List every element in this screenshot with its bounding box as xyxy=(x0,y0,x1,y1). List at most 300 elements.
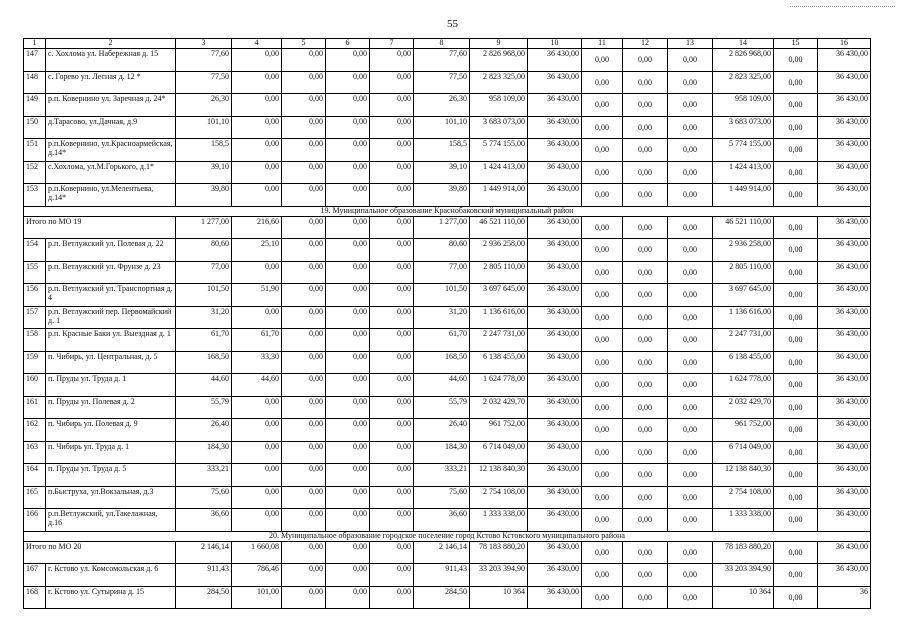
amount-cell: 3 697 645,00 xyxy=(470,284,528,307)
value-cell: 0,00 xyxy=(326,509,370,532)
address-cell: д.Тарасово, ул.Дачная, д.9 xyxy=(46,116,176,139)
value-cell: 0,00 xyxy=(623,374,668,397)
value-cell: 0,00 xyxy=(326,139,370,162)
value-cell: 0,00 xyxy=(774,441,818,464)
value-cell: 0,00 xyxy=(582,239,623,262)
value-cell: 0,00 xyxy=(774,586,818,609)
value-cell: 36 430,00 xyxy=(528,49,582,72)
value-cell: 0,00 xyxy=(774,306,818,329)
value-cell: 0,00 xyxy=(668,239,713,262)
value-cell: 0,00 xyxy=(282,161,326,184)
column-number-8: 8 xyxy=(414,39,470,49)
amount-cell: 961 752,00 xyxy=(470,419,528,442)
rate-cell: 36 430,00 xyxy=(818,351,871,374)
value-cell: 0,00 xyxy=(774,184,818,207)
value-cell: 1 277,00 xyxy=(176,216,232,239)
value-cell: 0,00 xyxy=(370,139,414,162)
value-cell: 0,00 xyxy=(668,94,713,117)
table-row xyxy=(24,464,871,487)
value-cell: 0,00 xyxy=(326,184,370,207)
value-cell: 0,00 xyxy=(582,541,623,564)
value-cell: 0,00 xyxy=(282,441,326,464)
amount-cell: 1 424 413,00 xyxy=(713,161,774,184)
value-cell: 0,00 xyxy=(326,419,370,442)
value-cell: 0,00 xyxy=(282,49,326,72)
amount-cell: 3 697 645,00 xyxy=(713,284,774,307)
value-cell: 0,00 xyxy=(668,261,713,284)
value-cell: 77,60 xyxy=(176,49,232,72)
column-number-9: 9 xyxy=(470,39,528,49)
value-cell: 61,70 xyxy=(414,329,470,352)
value-cell: 0,00 xyxy=(282,239,326,262)
amount-cell: 2 754 108,00 xyxy=(713,486,774,509)
address-cell: п. Пруды ул. Полевая д. 2 xyxy=(46,396,176,419)
row-number-cell: 161 xyxy=(24,396,46,419)
value-cell: 31,20 xyxy=(176,306,232,329)
value-cell: 0,00 xyxy=(232,306,282,329)
value-cell: 0,00 xyxy=(774,139,818,162)
value-cell: 0,00 xyxy=(370,396,414,419)
address-cell: р.п.Ветлужский, ул.Такелажная, д.16 xyxy=(46,509,176,532)
value-cell: 0,00 xyxy=(232,486,282,509)
address-cell: р.п. Ковернино ул. Заречная д. 24* xyxy=(46,94,176,117)
value-cell: 0,00 xyxy=(232,464,282,487)
address-cell: п. Чибирь ул. Полевая д. 9 xyxy=(46,419,176,442)
value-cell: 0,00 xyxy=(282,564,326,587)
rate-cell: 36 430,00 xyxy=(818,509,871,532)
address-cell: с.Хохлома, ул.М.Горького, д.1* xyxy=(46,161,176,184)
rate-cell: 36 430,00 xyxy=(818,116,871,139)
value-cell: 0,00 xyxy=(370,464,414,487)
scan-corner-mark xyxy=(790,6,895,7)
value-cell: 0,00 xyxy=(282,351,326,374)
value-cell: 0,00 xyxy=(774,564,818,587)
table-row xyxy=(24,329,871,352)
value-cell: 101,50 xyxy=(176,284,232,307)
value-cell: 0,00 xyxy=(282,509,326,532)
value-cell: 0,00 xyxy=(232,396,282,419)
value-cell: 0,00 xyxy=(774,71,818,94)
value-cell: 0,00 xyxy=(623,396,668,419)
address-cell: р.п. Красные Баки ул. Выездная д. 1 xyxy=(46,329,176,352)
rate-cell: 36 430,00 xyxy=(818,216,871,239)
value-cell: 0,00 xyxy=(623,184,668,207)
rate-cell: 36 430,00 xyxy=(818,239,871,262)
value-cell: 0,00 xyxy=(370,329,414,352)
value-cell: 0,00 xyxy=(326,564,370,587)
value-cell: 0,00 xyxy=(232,139,282,162)
value-cell: 911,43 xyxy=(176,564,232,587)
column-number-13: 13 xyxy=(668,39,713,49)
value-cell: 26,30 xyxy=(414,94,470,117)
value-cell: 55,79 xyxy=(414,396,470,419)
value-cell: 0,00 xyxy=(582,374,623,397)
value-cell: 77,00 xyxy=(414,261,470,284)
amount-cell: 5 774 155,00 xyxy=(713,139,774,162)
value-cell: 0,00 xyxy=(370,239,414,262)
value-cell: 0,00 xyxy=(623,419,668,442)
value-cell: 0,00 xyxy=(668,116,713,139)
value-cell: 36 430,00 xyxy=(528,351,582,374)
value-cell: 0,00 xyxy=(668,586,713,609)
row-number-cell: 148 xyxy=(24,71,46,94)
address-cell: г. Кстово ул. Сутырина д. 15 xyxy=(46,586,176,609)
value-cell: 0,00 xyxy=(774,509,818,532)
value-cell: 101,10 xyxy=(176,116,232,139)
amount-cell: 958 109,00 xyxy=(713,94,774,117)
table-row xyxy=(24,161,871,184)
value-cell: 39,10 xyxy=(414,161,470,184)
value-cell: 36 430,00 xyxy=(528,374,582,397)
value-cell: 0,00 xyxy=(582,49,623,72)
amount-cell: 2 032 429,70 xyxy=(470,396,528,419)
value-cell: 0,00 xyxy=(582,586,623,609)
column-number-4: 4 xyxy=(232,39,282,49)
value-cell: 0,00 xyxy=(282,94,326,117)
value-cell: 0,00 xyxy=(623,284,668,307)
amount-cell: 1 449 914,00 xyxy=(713,184,774,207)
amount-cell: 2 826 968,00 xyxy=(713,49,774,72)
value-cell: 36 430,00 xyxy=(528,564,582,587)
table-row xyxy=(24,374,871,397)
table-row xyxy=(24,441,871,464)
amount-cell: 961 752,00 xyxy=(713,419,774,442)
table-row xyxy=(24,94,871,117)
value-cell: 0,00 xyxy=(774,161,818,184)
value-cell: 39,10 xyxy=(176,161,232,184)
value-cell: 0,00 xyxy=(623,94,668,117)
value-cell: 0,00 xyxy=(232,261,282,284)
value-cell: 0,00 xyxy=(282,284,326,307)
total-row xyxy=(24,541,871,564)
value-cell: 0,00 xyxy=(370,419,414,442)
value-cell: 0,00 xyxy=(582,71,623,94)
value-cell: 0,00 xyxy=(668,329,713,352)
value-cell: 0,00 xyxy=(582,261,623,284)
amount-cell: 6 714 049,00 xyxy=(713,441,774,464)
value-cell: 158,5 xyxy=(176,139,232,162)
amount-cell: 46 521 110,00 xyxy=(713,216,774,239)
rate-cell: 36 430,00 xyxy=(818,306,871,329)
value-cell: 0,00 xyxy=(668,509,713,532)
value-cell: 0,00 xyxy=(370,161,414,184)
value-cell: 0,00 xyxy=(326,216,370,239)
value-cell: 0,00 xyxy=(232,116,282,139)
row-number-cell: 165 xyxy=(24,486,46,509)
value-cell: 0,00 xyxy=(582,329,623,352)
value-cell: 0,00 xyxy=(232,161,282,184)
section-heading-row xyxy=(24,531,871,541)
value-cell: 0,00 xyxy=(582,419,623,442)
address-cell: п. Чибирь, ул. Центральная, д. 5 xyxy=(46,351,176,374)
total-label-cell: Итого по МО 20 xyxy=(24,541,176,564)
value-cell: 0,00 xyxy=(774,116,818,139)
value-cell: 911,43 xyxy=(414,564,470,587)
data-table xyxy=(23,38,871,609)
row-number-cell: 160 xyxy=(24,374,46,397)
value-cell: 0,00 xyxy=(282,541,326,564)
table-row xyxy=(24,306,871,329)
value-cell: 0,00 xyxy=(668,139,713,162)
rate-cell: 36 430,00 xyxy=(818,329,871,352)
value-cell: 0,00 xyxy=(326,284,370,307)
rate-cell: 36 430,00 xyxy=(818,71,871,94)
address-cell: р.п.Ковернино, ул.Красноармейская, д.14* xyxy=(46,139,176,162)
value-cell: 36 430,00 xyxy=(528,116,582,139)
address-cell: р.п. Ветлужский ул. Транспортная д. 4 xyxy=(46,284,176,307)
value-cell: 0,00 xyxy=(623,329,668,352)
value-cell: 36 430,00 xyxy=(528,586,582,609)
value-cell: 0,00 xyxy=(370,71,414,94)
value-cell: 0,00 xyxy=(232,509,282,532)
value-cell: 0,00 xyxy=(774,239,818,262)
table-row xyxy=(24,49,871,72)
table-row xyxy=(24,509,871,532)
value-cell: 0,00 xyxy=(623,116,668,139)
value-cell: 0,00 xyxy=(282,216,326,239)
value-cell: 0,00 xyxy=(623,464,668,487)
value-cell: 0,00 xyxy=(668,161,713,184)
address-cell: с. Горево ул. Лесная д. 12 * xyxy=(46,71,176,94)
table-row xyxy=(24,486,871,509)
value-cell: 0,00 xyxy=(326,374,370,397)
amount-cell: 1 424 413,00 xyxy=(470,161,528,184)
value-cell: 36,60 xyxy=(176,509,232,532)
amount-cell: 2 826 968,00 xyxy=(470,49,528,72)
value-cell: 25,10 xyxy=(232,239,282,262)
value-cell: 0,00 xyxy=(326,161,370,184)
value-cell: 0,00 xyxy=(582,94,623,117)
value-cell: 0,00 xyxy=(370,216,414,239)
row-number-cell: 157 xyxy=(24,306,46,329)
row-number-cell: 147 xyxy=(24,49,46,72)
value-cell: 1 277,00 xyxy=(414,216,470,239)
table-row xyxy=(24,71,871,94)
address-cell: р.п. Ветлужский ул. Фрунзе д. 23 xyxy=(46,261,176,284)
value-cell: 0,00 xyxy=(623,239,668,262)
value-cell: 0,00 xyxy=(370,586,414,609)
value-cell: 36 430,00 xyxy=(528,71,582,94)
value-cell: 0,00 xyxy=(623,161,668,184)
value-cell: 0,00 xyxy=(668,541,713,564)
value-cell: 0,00 xyxy=(326,116,370,139)
value-cell: 0,00 xyxy=(282,116,326,139)
rate-cell: 36 430,00 xyxy=(818,464,871,487)
value-cell: 0,00 xyxy=(774,49,818,72)
value-cell: 0,00 xyxy=(668,464,713,487)
amount-cell: 1 136 616,00 xyxy=(713,306,774,329)
row-number-cell: 152 xyxy=(24,161,46,184)
row-number-cell: 153 xyxy=(24,184,46,207)
value-cell: 101,50 xyxy=(414,284,470,307)
row-number-cell: 150 xyxy=(24,116,46,139)
amount-cell: 2 823 325,00 xyxy=(713,71,774,94)
row-number-cell: 155 xyxy=(24,261,46,284)
table-row xyxy=(24,419,871,442)
amount-cell: 6 138 455,00 xyxy=(713,351,774,374)
value-cell: 36 430,00 xyxy=(528,306,582,329)
value-cell: 0,00 xyxy=(282,184,326,207)
value-cell: 0,00 xyxy=(623,261,668,284)
value-cell: 36 430,00 xyxy=(528,161,582,184)
column-number-header xyxy=(24,39,871,49)
value-cell: 0,00 xyxy=(774,486,818,509)
amount-cell: 1 624 778,00 xyxy=(470,374,528,397)
value-cell: 0,00 xyxy=(668,184,713,207)
value-cell: 2 146,14 xyxy=(176,541,232,564)
section-heading: 20. Муниципальное образование городское поселение город Кстово Кстовского муниципального района xyxy=(24,531,871,541)
value-cell: 0,00 xyxy=(326,261,370,284)
rate-cell: 36 430,00 xyxy=(818,486,871,509)
value-cell: 39,80 xyxy=(414,184,470,207)
section-heading-row xyxy=(24,206,871,216)
value-cell: 0,00 xyxy=(774,541,818,564)
value-cell: 158,5 xyxy=(414,139,470,162)
value-cell: 0,00 xyxy=(282,586,326,609)
value-cell: 0,00 xyxy=(370,284,414,307)
amount-cell: 1 624 778,00 xyxy=(713,374,774,397)
value-cell: 0,00 xyxy=(668,396,713,419)
rate-cell: 36 430,00 xyxy=(818,161,871,184)
row-number-cell: 166 xyxy=(24,509,46,532)
value-cell: 44,60 xyxy=(232,374,282,397)
value-cell: 0,00 xyxy=(326,94,370,117)
value-cell: 61,70 xyxy=(232,329,282,352)
amount-cell: 2 247 731,00 xyxy=(713,329,774,352)
rate-cell: 36 430,00 xyxy=(818,396,871,419)
rate-cell: 36 xyxy=(818,586,871,609)
value-cell: 0,00 xyxy=(326,239,370,262)
amount-cell: 2 805 110,00 xyxy=(713,261,774,284)
column-number-16: 16 xyxy=(818,39,871,49)
value-cell: 0,00 xyxy=(623,441,668,464)
value-cell: 284,50 xyxy=(414,586,470,609)
value-cell: 0,00 xyxy=(582,564,623,587)
value-cell: 0,00 xyxy=(774,351,818,374)
total-row xyxy=(24,216,871,239)
value-cell: 36 430,00 xyxy=(528,239,582,262)
value-cell: 0,00 xyxy=(582,139,623,162)
value-cell: 0,00 xyxy=(623,586,668,609)
amount-cell: 78 183 880,20 xyxy=(713,541,774,564)
page-number: 55 xyxy=(447,18,458,30)
table-row xyxy=(24,396,871,419)
amount-cell: 3 683 073,00 xyxy=(713,116,774,139)
value-cell: 101,10 xyxy=(414,116,470,139)
value-cell: 0,00 xyxy=(668,284,713,307)
value-cell: 0,00 xyxy=(282,329,326,352)
value-cell: 0,00 xyxy=(623,139,668,162)
value-cell: 26,30 xyxy=(176,94,232,117)
table-row xyxy=(24,116,871,139)
value-cell: 0,00 xyxy=(232,419,282,442)
table-row xyxy=(24,239,871,262)
value-cell: 0,00 xyxy=(623,351,668,374)
row-number-cell: 156 xyxy=(24,284,46,307)
table-row xyxy=(24,586,871,609)
value-cell: 0,00 xyxy=(774,419,818,442)
value-cell: 80,60 xyxy=(176,239,232,262)
column-number-5: 5 xyxy=(282,39,326,49)
rate-cell: 36 430,00 xyxy=(818,139,871,162)
address-cell: п. Чибирь ул. Труда д. 1 xyxy=(46,441,176,464)
column-number-3: 3 xyxy=(176,39,232,49)
value-cell: 36 430,00 xyxy=(528,216,582,239)
value-cell: 51,90 xyxy=(232,284,282,307)
value-cell: 0,00 xyxy=(774,329,818,352)
value-cell: 0,00 xyxy=(326,464,370,487)
value-cell: 0,00 xyxy=(582,351,623,374)
column-number-15: 15 xyxy=(774,39,818,49)
value-cell: 0,00 xyxy=(370,509,414,532)
amount-cell: 10 364 xyxy=(713,586,774,609)
address-cell: п. Пруды ул. Труда д. 1 xyxy=(46,374,176,397)
rate-cell: 36 430,00 xyxy=(818,441,871,464)
row-number-cell: 151 xyxy=(24,139,46,162)
address-cell: г. Кстово ул. Комсомольская д. 6 xyxy=(46,564,176,587)
value-cell: 0,00 xyxy=(668,564,713,587)
value-cell: 0,00 xyxy=(582,509,623,532)
value-cell: 0,00 xyxy=(282,261,326,284)
row-number-cell: 162 xyxy=(24,419,46,442)
section-heading: 19. Муниципальное образование Краснобаковский муниципальный район xyxy=(24,206,871,216)
amount-cell: 2 936 258,00 xyxy=(713,239,774,262)
value-cell: 26,40 xyxy=(176,419,232,442)
value-cell: 0,00 xyxy=(668,49,713,72)
value-cell: 0,00 xyxy=(582,161,623,184)
value-cell: 36,60 xyxy=(414,509,470,532)
value-cell: 0,00 xyxy=(774,216,818,239)
amount-cell: 33 203 394,90 xyxy=(713,564,774,587)
address-cell: п.Быструха, ул.Вокзальная, д.3 xyxy=(46,486,176,509)
value-cell: 0,00 xyxy=(370,564,414,587)
value-cell: 0,00 xyxy=(282,396,326,419)
value-cell: 0,00 xyxy=(774,284,818,307)
value-cell: 0,00 xyxy=(282,419,326,442)
value-cell: 284,50 xyxy=(176,586,232,609)
amount-cell: 958 109,00 xyxy=(470,94,528,117)
amount-cell: 12 138 840,30 xyxy=(713,464,774,487)
row-number-cell: 163 xyxy=(24,441,46,464)
amount-cell: 1 333 338,00 xyxy=(470,509,528,532)
value-cell: 0,00 xyxy=(774,396,818,419)
amount-cell: 1 449 914,00 xyxy=(470,184,528,207)
amount-cell: 10 364 xyxy=(470,586,528,609)
value-cell: 0,00 xyxy=(370,184,414,207)
value-cell: 36 430,00 xyxy=(528,441,582,464)
value-cell: 0,00 xyxy=(582,184,623,207)
value-cell: 44,60 xyxy=(414,374,470,397)
column-number-7: 7 xyxy=(370,39,414,49)
amount-cell: 3 683 073,00 xyxy=(470,116,528,139)
rate-cell: 36 430,00 xyxy=(818,261,871,284)
value-cell: 0,00 xyxy=(370,116,414,139)
amount-cell: 2 247 731,00 xyxy=(470,329,528,352)
table-row xyxy=(24,184,871,207)
value-cell: 0,00 xyxy=(232,49,282,72)
value-cell: 0,00 xyxy=(282,139,326,162)
value-cell: 61,70 xyxy=(176,329,232,352)
value-cell: 75,60 xyxy=(414,486,470,509)
value-cell: 0,00 xyxy=(326,586,370,609)
amount-cell: 2 754 108,00 xyxy=(470,486,528,509)
column-number-6: 6 xyxy=(326,39,370,49)
value-cell: 0,00 xyxy=(582,116,623,139)
table-row xyxy=(24,261,871,284)
amount-cell: 78 183 880,20 xyxy=(470,541,528,564)
amount-cell: 2 936 258,00 xyxy=(470,239,528,262)
row-number-cell: 149 xyxy=(24,94,46,117)
